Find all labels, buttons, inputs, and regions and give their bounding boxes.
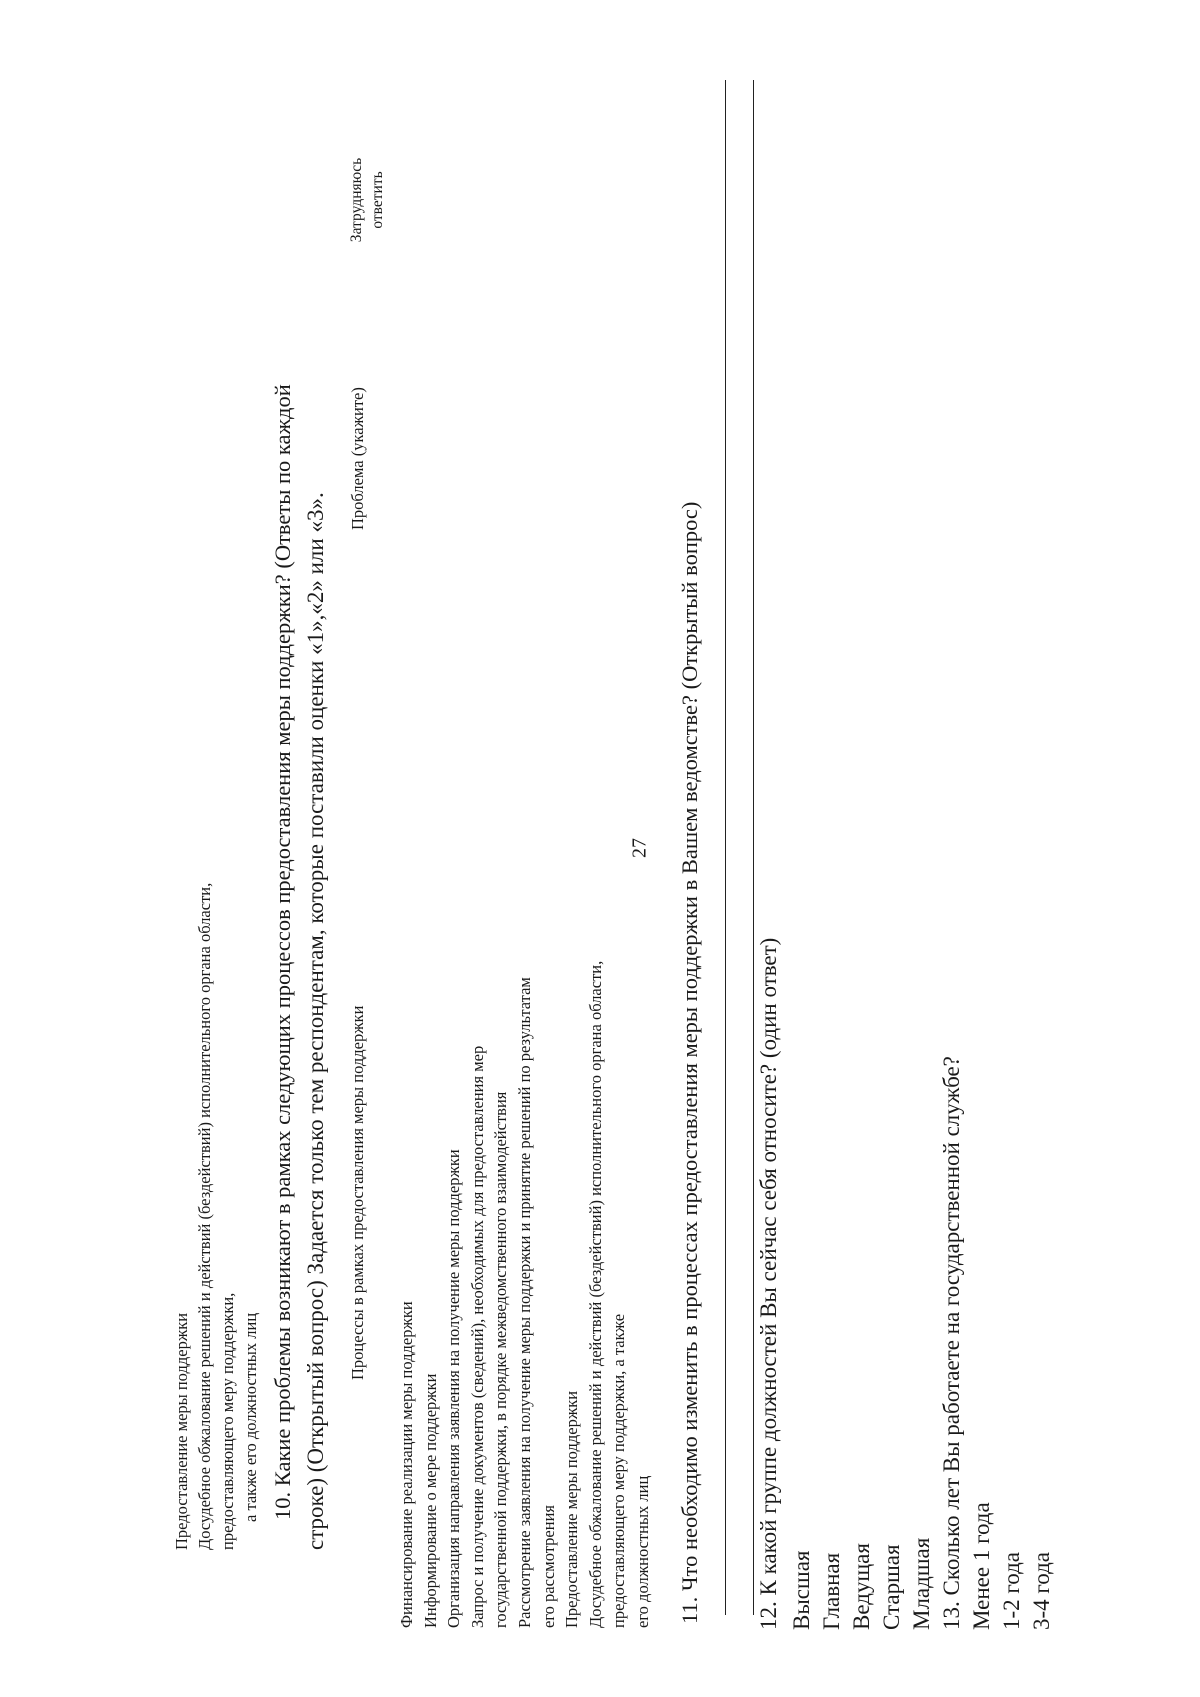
page-number: 27: [628, 838, 651, 858]
q10-row: Информирование о мере поддержки: [420, 1373, 440, 1628]
q12-option: Высшая: [789, 1550, 814, 1630]
q12-option: Младшая: [909, 1537, 934, 1630]
q12-option: Старшая: [879, 1544, 904, 1630]
prev-row-appeal-3: а также его должностных лиц: [241, 1312, 260, 1522]
q13-option: 3-4 года: [1029, 1551, 1054, 1630]
q10-row: Запрос и получение документов (сведений), необходимых для предоставления мер: [467, 1045, 487, 1628]
q12-option: Ведущая: [849, 1543, 874, 1630]
q10-line-2: строке) (Открытый вопрос) Задается только тем респондентам, которые поставили оценки «1»,«2» или «3».: [303, 492, 328, 1550]
q10-row: Досудебное обжалование решений и действий (бездействий) исполнительного органа области,: [585, 960, 605, 1628]
q10-row: предоставляющего меру поддержки, а также: [609, 1313, 629, 1628]
prev-row-appeal-1: Досудебное обжалование решений и действий (бездействий) исполнительного органа области,: [195, 882, 214, 1550]
q10-header-problem: Проблема (укажите): [348, 387, 367, 530]
q10-header-process: Процессы в рамках предоставления меры поддержки: [348, 1005, 367, 1380]
prev-row-provision: Предоставление меры поддержки: [172, 1312, 191, 1550]
rotated-content: [170, 80, 1054, 1630]
q13-question: 13. Сколько лет Вы работаете на государственной службе?: [939, 1056, 964, 1630]
q10-line-1: 10. Какие проблемы возникают в рамках следующих процессов предоставления меры поддержки? (Ответы по каждой: [270, 384, 295, 1520]
q10-row: государственной поддержки, в порядке межведомственного взаимодействия: [491, 1091, 511, 1628]
q10-row: его должностных лиц: [632, 1475, 652, 1628]
q13-option: Менее 1 года: [969, 1502, 994, 1630]
q10-row: Финансирование реализации меры поддержки: [397, 1301, 416, 1628]
q10-header-hard-to-answer: [346, 130, 388, 270]
q10-rows: [395, 961, 655, 1628]
q10-header-hard-line-1: Затрудняюсь: [348, 157, 365, 243]
answer-line-1: [725, 80, 726, 1615]
q10-row: его рассмотрения: [538, 1505, 558, 1628]
q12-question: 12. К какой группе должностей Вы сейчас себя относите? (один ответ): [756, 937, 781, 1630]
q11-question: 11. Что необходимо изменить в процессах предоставления меры поддержки в Вашем ведомстве? (Открытый вопрос): [677, 501, 702, 1624]
q12-option: Главная: [819, 1552, 844, 1630]
q10-row: Организация направления заявления на получение меры поддержки: [444, 1149, 464, 1628]
q13-option: 1-2 года: [999, 1551, 1024, 1630]
q10-row: Предоставление меры поддержки: [562, 1390, 582, 1628]
prev-row-appeal-2: предоставляющего меру поддержки,: [218, 1292, 237, 1550]
q10-row: Рассмотрение заявления на получение меры поддержки и принятие решений по результатам: [514, 977, 534, 1628]
q10-header-hard-line-2: ответить: [369, 171, 386, 229]
